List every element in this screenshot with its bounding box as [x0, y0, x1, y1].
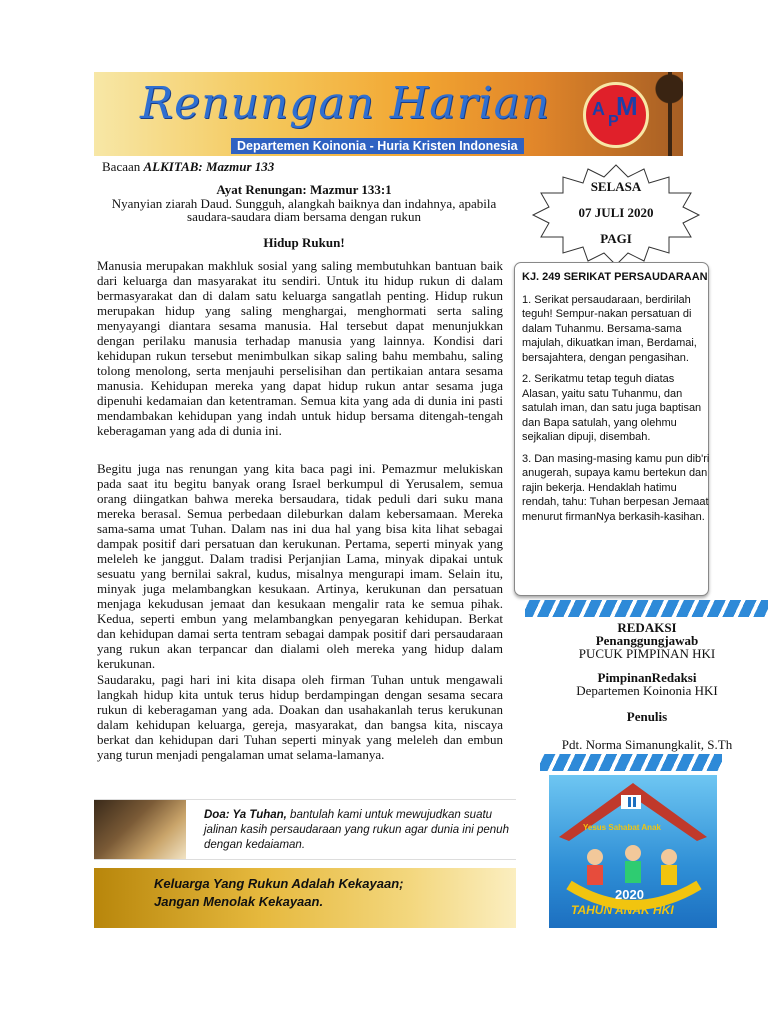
redaksi-penulis-label: Penulis: [626, 709, 668, 724]
hymn-content: [522, 270, 710, 531]
prayer-box: [94, 799, 516, 860]
praying-hands-image: [94, 800, 186, 859]
hymn-title: KJ. 249 SERIKAT PERSAUDARAAN: [522, 271, 708, 283]
paragraph-3: Saudaraku, pagi hari ini kita disapa oleh firman Tuhan untuk mengawali langkah hidup kita untuk terus hidup berdampingan dengan sesama secara rukun di keberagaman yang ada. Doakan dan usahakanlah terus kerukunan dalam kehidupan keluarga, gereja, masyarakat, dan bangsa kita, niscaya berkat dan kehidupan dari Tuhan seperti minyak yang meleleh dan embun yang turun menjadi pengalaman umat selama-lamanya.: [97, 672, 503, 762]
tahun-anak-hki-logo: [549, 775, 717, 928]
redaksi-penulis-value: Pdt. Norma Simanungkalit, S.Th: [561, 737, 733, 752]
prayer-body: bantulah kami untuk mewujudkan suatu jalinan kasih persaudaraan yang rukun agar dunia ini penuh dengan kedaiaman.: [204, 809, 509, 851]
bacaan-line: [102, 159, 274, 175]
hymn-verse-1: 1. Serikat persaudaraan, berdirilah teguh! Sempur-nakan persatuan di dalam Tuhanmu. Bersama-sama majulah, dikuatkan iman, Berdamai, bersajahtera, dengan pengasihan.: [522, 293, 697, 364]
prayer-text: [204, 808, 509, 853]
hymn-verse-2: 2. Serikatmu tetap teguh diatas Alasan, yaitu satu Tuhanmu, dan satulah iman, dan satu juga baptisan dan Bapa satulah, yang olehmu sejkalian dipuji, disembah.: [522, 373, 702, 443]
header-banner: [94, 72, 683, 156]
logo-letter-p: P: [608, 113, 619, 130]
date-star-text: [531, 163, 701, 267]
date-date: 07 JULI 2020: [578, 205, 654, 220]
date-day: SELASA: [590, 179, 642, 194]
date-time: PAGI: [600, 231, 632, 246]
ayat-line-2: saudara-saudara diam bersama dengan rukun: [187, 209, 421, 224]
redaksi-pr-value: Departemen Koinonia HKI: [576, 683, 718, 698]
bacaan-ref: ALKITAB: Mazmur 133: [143, 159, 275, 174]
banner-subtitle: Departemen Koinonia - Huria Kristen Indonesia: [231, 138, 524, 154]
hymn-verse-3: 3. Dan masing-masing kamu pun dib'ri anugerah, supaya kamu bertekun dan rajin bekerja. Hendaklah hatimu rendah, tahu: Tuhan berpesan Jemaat menurut firmanNya berkasih-kasihan.: [522, 452, 710, 523]
ayat-line-1: Nyanyian ziarah Daud. Sungguh, alangkah baiknya dan indahnya, apabila: [111, 196, 497, 211]
paragraph-1: Manusia merupakan makhluk sosial yang saling membutuhkan bantuan baik dari keluarga dan masyarakat itu sendiri. Untuk itu hidup rukun di dalam bermasyarakat dan di dalam satu keluarga sangatlah penting. Hidup rukun merupakan hidup yang saling menghargai, menghormati serta saling menyayangi diantara sesama manusia. Hal tersebut dapat menunjukkan dengan perilaku manusia terhadap manusia yang lainnya. Kondisi dari kehidupan rukun tersebut menimbulkan sikap saling bahu membahu, saling tolong menolong, serta menjauhi perselisihan dan pertikaian antara sesama manusia. Kehidupan mereka yang dapat hidup rukun antar sesama juga dipenuhi kedamaian dan ketentraman. Semua kita yang ada di dunia ini pasti mendambakan kehidupan yang indah untuk hidup bersama ditengah-tengah keberagaman yang ada di dunia ini.: [97, 258, 503, 438]
redaksi-pj-value: PUCUK PIMPINAN HKI: [578, 646, 716, 661]
tree-silhouette: [650, 72, 683, 156]
article-heading: Hidup Rukun!: [263, 235, 345, 250]
decorative-stripe-bottom: [540, 754, 722, 771]
ayat-label: Ayat Renungan: Mazmur 133:1: [216, 182, 392, 197]
logo-letter-m: M: [616, 91, 638, 121]
prayer-label: Doa: Ya Tuhan,: [204, 809, 287, 821]
logo-letter-a: A: [592, 99, 605, 119]
ayat-text: [97, 197, 511, 223]
redaksi-pr-label: PimpinanRedaksi: [597, 670, 697, 685]
quote-line-1: Keluarga Yang Rukun Adalah Kekayaan;: [154, 876, 404, 891]
decorative-stripe-top: [525, 600, 768, 617]
banner-title: Renungan Harian: [140, 78, 551, 129]
paragraph-2: Begitu juga nas renungan yang kita baca pagi ini. Pemazmur melukiskan pada saat itu begitu banyak orang Israel berkumpul di Yerusalem, semua orang diingatkan bahwa mereka bersaudara, tidak peduli dari suku mana mereka berasal. Semua perbedaan dileburkan dalam kebersamaan. Mereka sama-sama umat Tuhan. Dalam nas ini dua hal yang bisa kita lihat sebagai dampak positif dari persatuan dan kerukunan. Pertama, seperti minyak yang meleleh ke janggut. Dalam tradisi Perjanjian Lama, minyak dipakai untuk sesuatu yang bernilai sakral, kudus, misalnya mengurapi imam. Selain itu, minyak juga melambangkan kesukaan. Artinya, kerukunan dan persatuan menjaga kekudusan jemaat dan kesukaan mengalir rata ke semua pihak. Kedua, seperti embun yang melambangkan penyegaran kehidupan. Berkat dan kehidupan damai serta tentram sebagai dampak positif dari persaudaraan yang rukun akan terpancar dan dialami oleh mereka yang hidup dalam kerukunan.: [97, 461, 503, 671]
hki-year: 2020: [615, 887, 644, 902]
redaksi-title: REDAKSI: [617, 620, 677, 635]
quote-text: [154, 875, 403, 911]
hki-caption: TAHUN ANAK HKI: [571, 903, 674, 917]
hki-tagline: Yesus Sahabat Anak: [583, 823, 661, 832]
quote-line-2: Jangan Menolak Kekayaan.: [154, 894, 324, 909]
redaksi-pj-label: Penanggungjawab: [595, 633, 699, 648]
bacaan-prefix: Bacaan: [102, 159, 144, 174]
quote-banner: [94, 868, 516, 928]
apm-logo: [583, 82, 649, 148]
